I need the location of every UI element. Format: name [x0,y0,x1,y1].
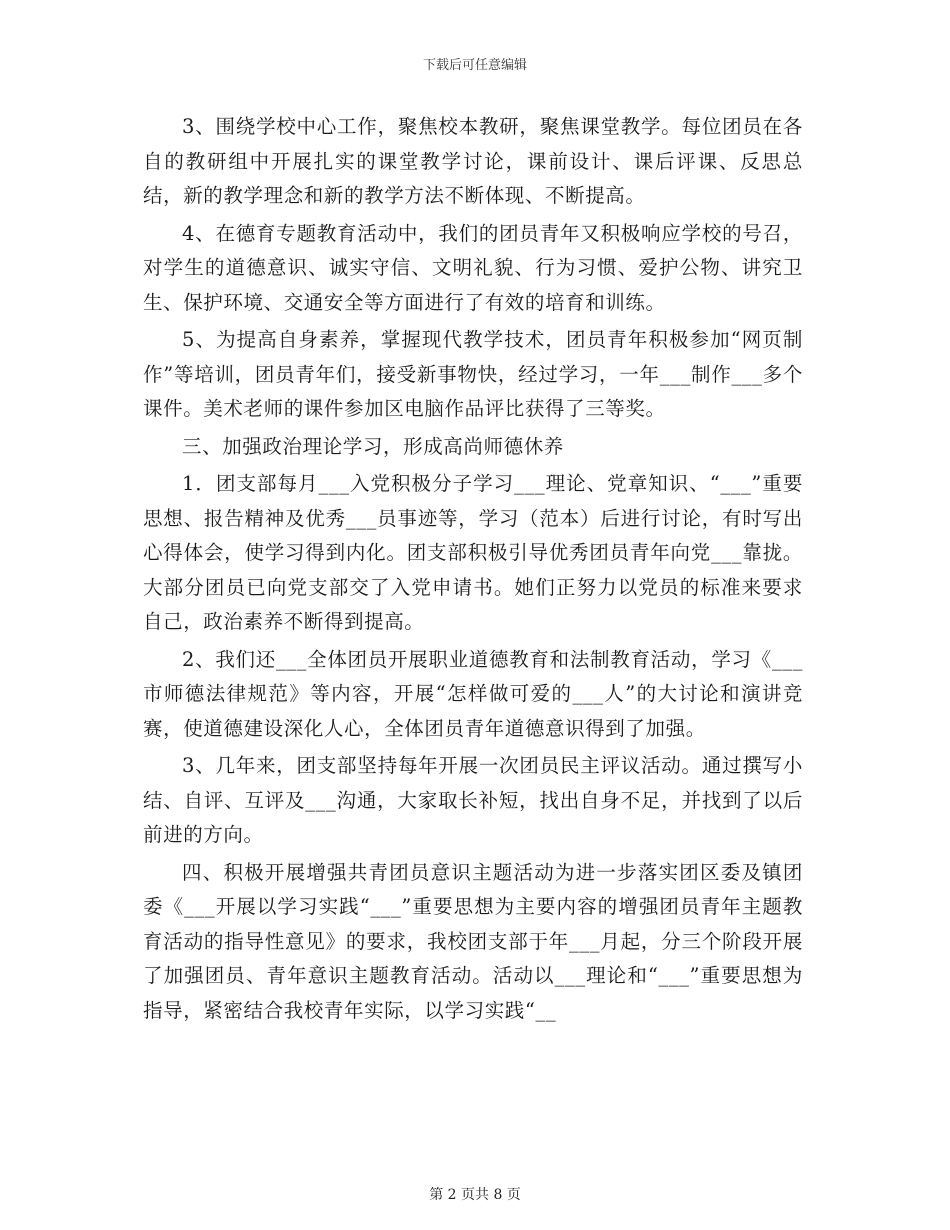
paragraph-item-1-study: 1．团支部每月___入党积极分子学习___理论、党章知识、“___”重要思想、报告精神及优秀___员事迹等，学习（范本）后进行讨论，有时写出心得体会，使学习得到内化。团支部积极引导优秀团员青年向党___靠拢。大部分团员已向党支部交了入党申请书。她们正努力以党员的标准来要求自己，政治素养不断得到提高。 [143,472,803,633]
section-heading-four: 四、积极开展增强共青团员意识主题活动为进一步落实团区委及镇团委《___开展以学习实践“___”重要思想为主要内容的增强团员青年主题教育活动的指导性意见》的要求，我校团支部于年___月起，分三个阶段开展了加强团员、青年意识主题教育活动。活动以___理论和“___”重要思想为指导，紧密结合我校青年实际，以学习实践“__ [143,860,803,1022]
paragraph-item-2-ethics: 2、我们还___全体团员开展职业道德教育和法制教育活动，学习《___市师德法律规范》等内容，开展“怎样做可爱的___人”的大讨论和演讲竞赛，使道德建设深化人心，全体团员青年道德意识得到了加强。 [143,647,803,740]
page-number: 第 2 页共 8 页 [429,1187,521,1203]
paragraph-item-3-evaluation: 3、几年来，团支部坚持每年开展一次团员民主评议活动。通过撰写小结、自评、互评及___沟通，大家取长补短，找出自身不足，并找到了以后前进的方向。 [143,754,803,846]
paragraph-item-4-moral-education: 4、在德育专题教育活动中，我们的团员青年又积极响应学校的号召，对学生的道德意识、诚实守信、文明礼貌、行为习惯、爱护公物、讲究卫生、保护环境、交通安全等方面进行了有效的培育和训练。 [143,221,803,314]
section-heading-three: 三、加强政治理论学习，形成高尚师德休养 [182,434,564,458]
paragraph-item-5-training: 5、为提高自身素养，掌握现代教学技术，团员青年积极参加“网页制作”等培训，团员青年们，接受新事物快，经过学习，一年___制作___多个课件。美术老师的课件参加区电脑作品评比获得了三等奖。 [143,328,803,420]
document-body [143,110,803,1031]
page-header: 下载后可任意编辑 [422,58,527,73]
paragraph-item-3-teaching: 3、围绕学校中心工作，聚焦校本教研，聚焦课堂教学。每位团员在各自的教研组中开展扎实的课堂教学讨论，课前设计、课后评课、反思总结，新的教学理念和新的教学方法不断体现、不断提高。 [143,115,803,207]
